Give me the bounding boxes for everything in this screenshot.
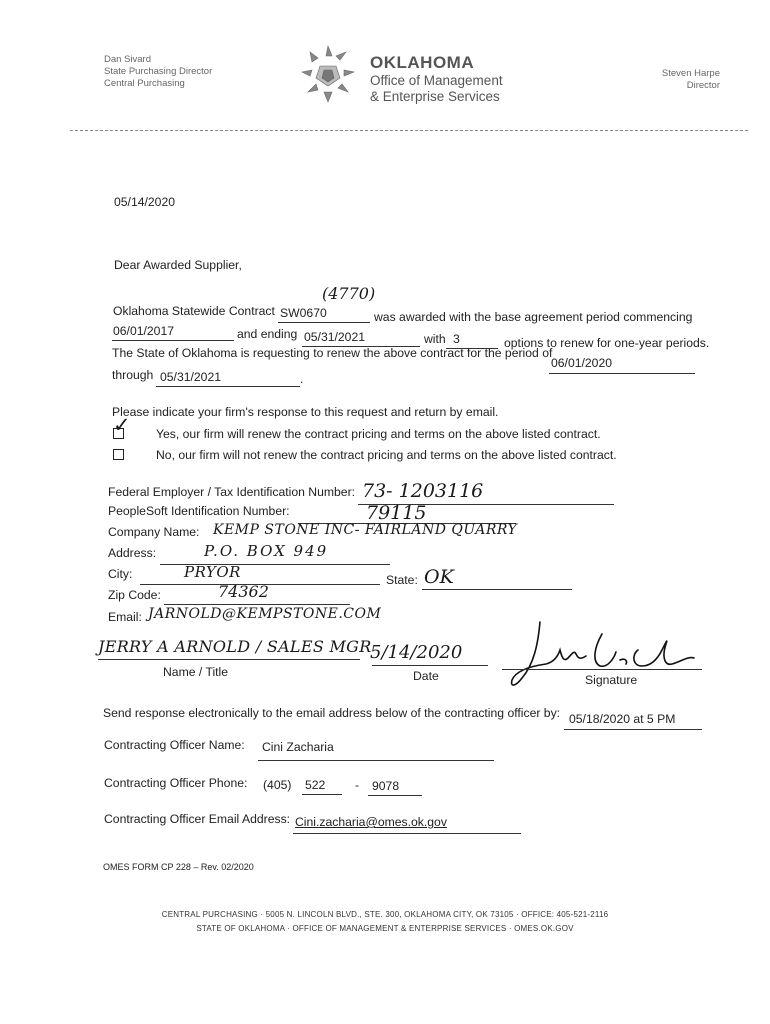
footer-address: CENTRAL PURCHASING · 5005 N. LINCOLN BLVD., STE. 300, OKLAHOMA CITY, OK 73105 · OFFICE: 405-521-2116 (161, 910, 609, 919)
end-date: 05/31/2021 (304, 330, 365, 344)
city-label: City: (108, 567, 133, 581)
fein-value[interactable]: 73- 1203116 (362, 480, 484, 502)
director-dept: Central Purchasing (104, 78, 185, 89)
awarded-text: was awarded with the base agreement period commencing (374, 310, 693, 324)
officer-email-label: Contracting Officer Email Address: (104, 812, 291, 826)
contract-number: SW0670 (280, 306, 327, 320)
phone-line-number: 9078 (372, 779, 400, 793)
contract-number-line (278, 322, 370, 323)
logo-title: OKLAHOMA (370, 53, 475, 72)
director-right-block (662, 68, 720, 92)
renew-from-line (549, 373, 695, 374)
renew-through-line (156, 386, 300, 387)
header-divider (70, 130, 748, 131)
start-date-line (112, 340, 234, 341)
zip-label: Zip Code: (108, 588, 161, 602)
renew-yes-label: Yes, our firm will renew the contract pricing and terms on the above listed contract. (156, 427, 601, 441)
options-text: options to renew for one-year periods. (504, 336, 710, 350)
director-block (104, 54, 212, 90)
officer-email-line (293, 833, 521, 834)
name-title-line (98, 659, 360, 660)
director-right-title: Director (686, 80, 720, 91)
state-seal-logo (296, 42, 360, 106)
deadline-line (564, 729, 702, 730)
send-response-text: Send response electronically to the email address below of the contracting officer by: (103, 706, 561, 720)
officer-name-line (258, 760, 494, 761)
response-deadline: 05/18/2020 at 5 PM (569, 712, 676, 726)
zip-value[interactable]: 74362 (218, 582, 269, 601)
officer-name: Cini Zacharia (262, 740, 334, 754)
salutation: Dear Awarded Supplier, (114, 258, 242, 272)
start-date: 06/01/2017 (113, 324, 174, 338)
phone-line-underline (368, 795, 422, 796)
logo-line1: Office of Management (370, 73, 503, 88)
address-value[interactable]: P.O. BOX 949 (204, 542, 329, 560)
with-text: with (424, 332, 446, 346)
city-value[interactable]: PRYOR (184, 563, 241, 581)
phone-prefix: 522 (305, 778, 326, 792)
director-name: Dan Sivard (104, 54, 151, 65)
ending-text: and ending (237, 327, 298, 341)
officer-phone-label: Contracting Officer Phone: (104, 776, 248, 790)
logo-line2: & Enterprise Services (370, 89, 500, 104)
date-line (372, 665, 488, 666)
peoplesoft-value[interactable]: 79115 (366, 502, 427, 524)
renew-yes-checkmark-icon: ✓ (113, 413, 131, 437)
contract-prefix: Oklahoma Statewide Contract (113, 304, 275, 318)
renew-from: 06/01/2020 (551, 356, 612, 370)
phone-prefix-line (302, 794, 342, 795)
renew-no-checkbox[interactable] (113, 449, 124, 460)
agency-logo-text (370, 53, 503, 105)
oklahoma-seal-icon (296, 42, 360, 106)
date-label: Date (413, 669, 439, 683)
signature-label: Signature (585, 673, 638, 687)
instruction-text: Please indicate your firm's response to this request and return by email. (112, 405, 499, 419)
period-end: . (300, 372, 304, 386)
footer-agency: STATE OF OKLAHOMA · OFFICE OF MANAGEMENT & ENTERPRISE SERVICES · OMES.OK.GOV (196, 924, 574, 933)
letter-date: 05/14/2020 (114, 195, 175, 209)
contract-handwritten-note: (4770) (322, 284, 376, 303)
company-value[interactable]: KEMP STONE INC- FAIRLAND QUARRY (213, 522, 518, 538)
phone-dash: - (355, 778, 360, 792)
state-value[interactable]: OK (424, 566, 454, 588)
options-count: 3 (453, 332, 460, 346)
signature-line (502, 669, 702, 670)
form-id: OMES FORM CP 228 – Rev. 02/2020 (103, 862, 254, 872)
name-title-value[interactable]: JERRY A ARNOLD / SALES MGR (98, 637, 372, 656)
peoplesoft-label: PeopleSoft Identification Number: (108, 504, 290, 518)
renew-no-label: No, our firm will not renew the contract pricing and terms on the above listed contract. (156, 448, 617, 462)
name-title-label: Name / Title (163, 665, 229, 679)
email-label: Email: (108, 610, 142, 624)
director-title: State Purchasing Director (104, 66, 213, 77)
through-text: through (112, 368, 154, 382)
phone-area-code: (405) (263, 778, 292, 792)
fein-label: Federal Employer / Tax Identification Number: (108, 485, 356, 499)
zip-line (164, 604, 350, 605)
state-line (422, 589, 572, 590)
officer-email-link[interactable]: Cini.zacharia@omes.ok.gov (295, 815, 447, 829)
email-value[interactable]: JARNOLD@KEMPSTONE.COM (148, 606, 382, 622)
address-label: Address: (108, 546, 157, 560)
renew-text: The State of Oklahoma is requesting to renew the above contract for the period of (112, 346, 553, 360)
renew-through: 05/31/2021 (160, 370, 221, 384)
company-label: Company Name: (108, 525, 200, 539)
officer-name-label: Contracting Officer Name: (104, 738, 245, 752)
director-right-name: Steven Harpe (661, 68, 720, 79)
date-value[interactable]: 5/14/2020 (370, 642, 463, 663)
state-label: State: (386, 573, 418, 587)
